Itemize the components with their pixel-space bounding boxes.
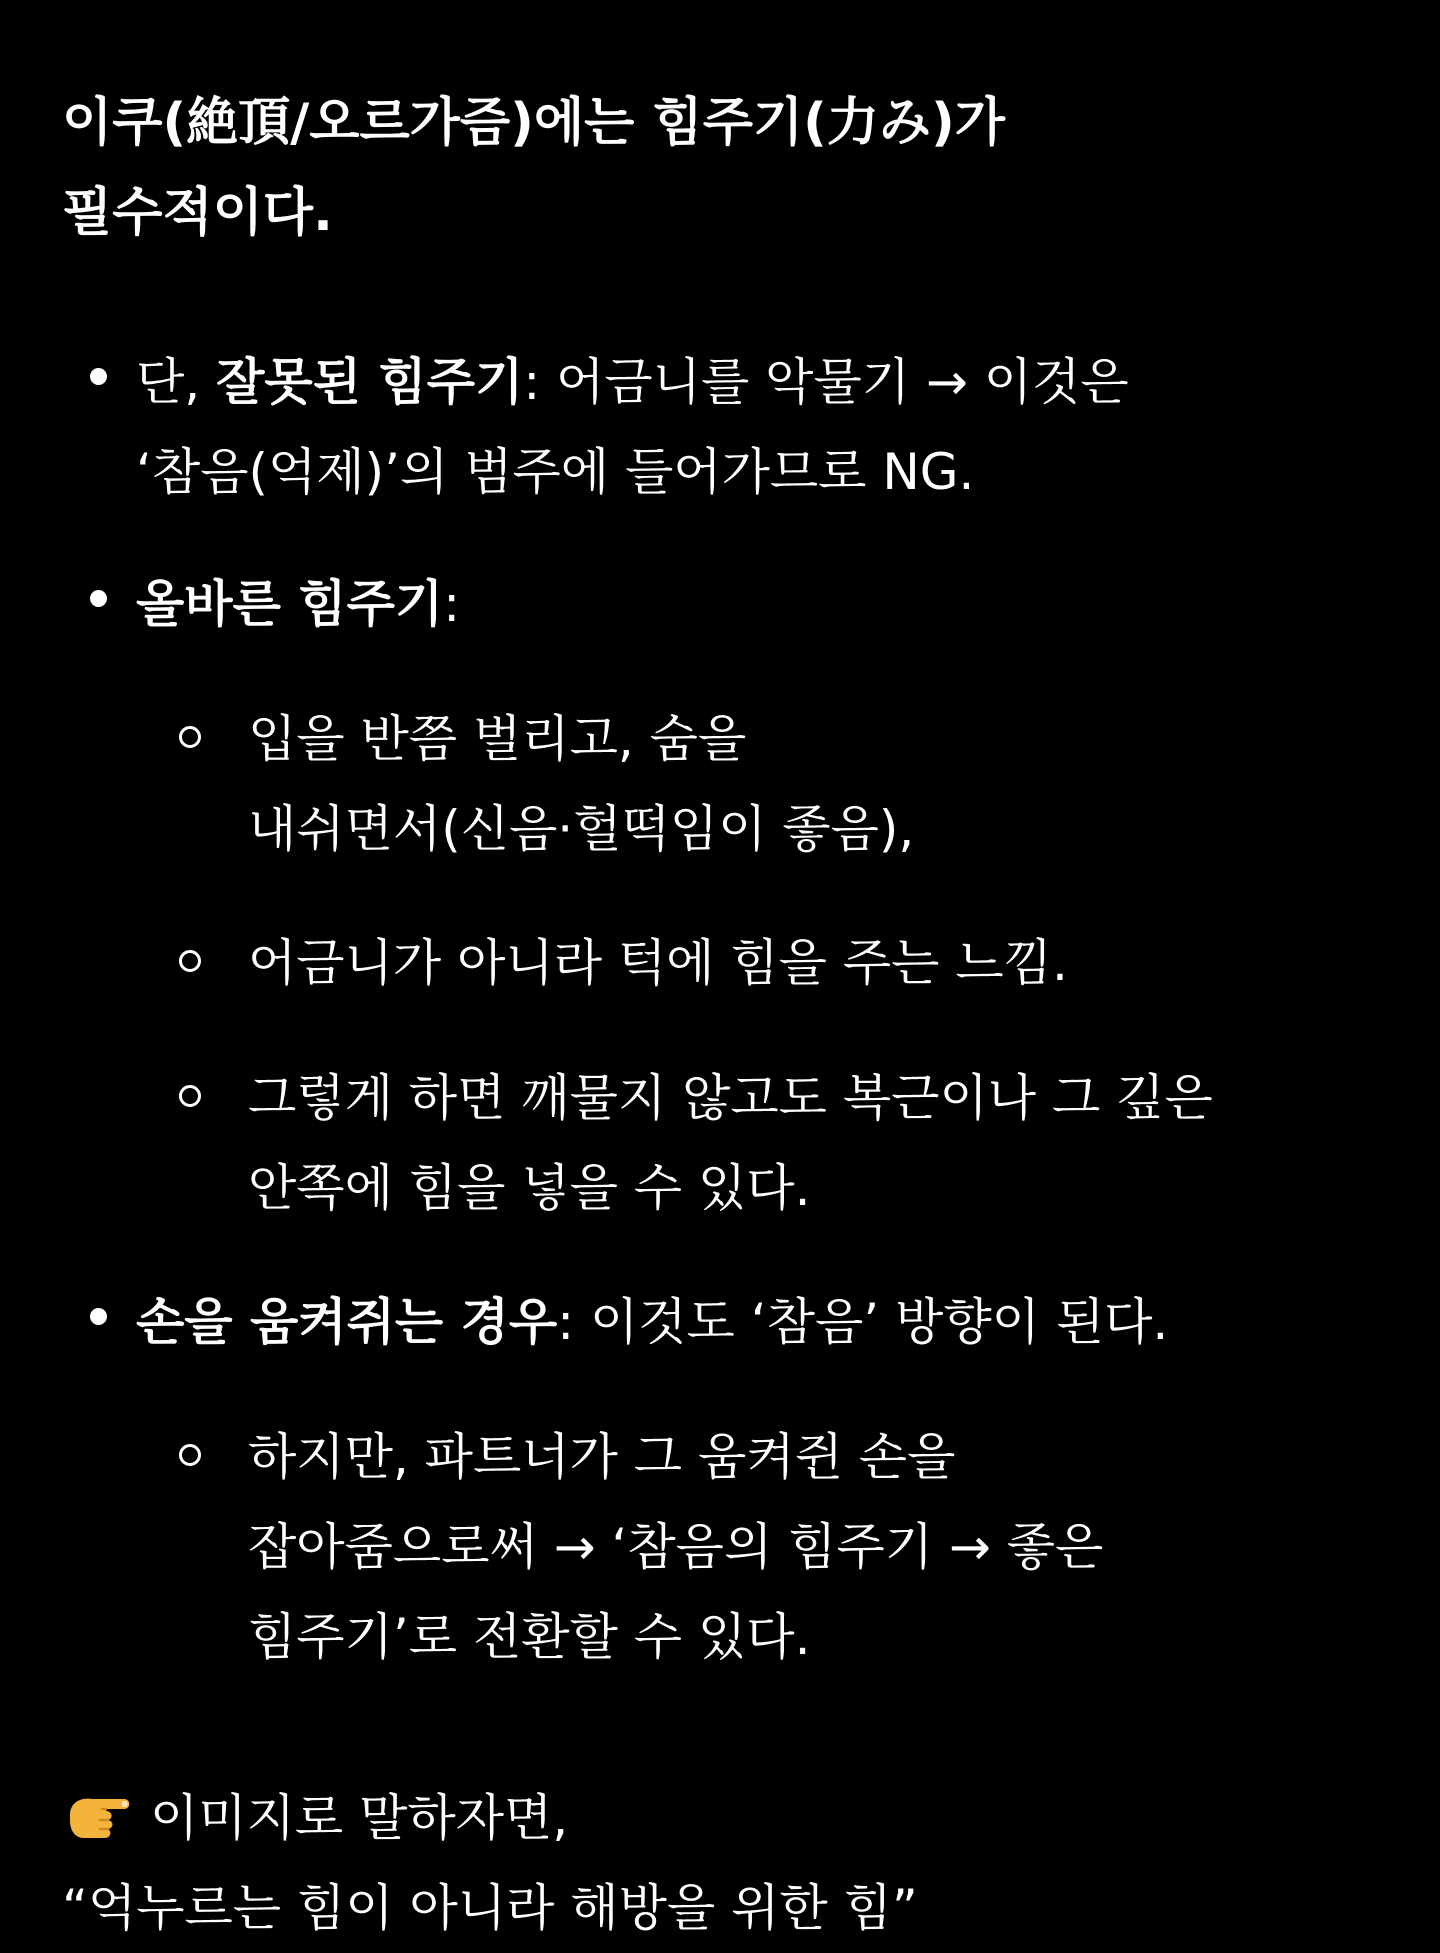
closing-line-1: 이미지로 말하자면, (150, 1789, 569, 1847)
sub-bullet-circle-icon (179, 1085, 201, 1107)
sub-item-line-2: 안쪽에 힘을 넣을 수 있다. (248, 1159, 811, 1217)
sub-item-line-3: 힘주기’로 전환할 수 있다. (248, 1608, 811, 1666)
heading-line-1: 이쿠(絶頂/오르가즘)에는 힘주기(力み)가 (62, 93, 1005, 153)
sub-item-open-mouth (248, 694, 1398, 874)
bullet-prefix: 단, (136, 353, 217, 411)
bullet-dot-icon (90, 1308, 107, 1325)
heading-line-2: 필수적이다. (62, 183, 333, 243)
sub-bullet-circle-icon (179, 950, 201, 972)
sub-item-line-2: 잡아줌으로써 → ‘참음의 힘주기 → 좋은 (248, 1518, 1104, 1576)
sub-item-line-1: 어금니가 아니라 턱에 힘을 주는 느낌. (248, 934, 1068, 992)
sub-item-partner (248, 1412, 1398, 1682)
bullet-bold-label: 올바른 힘주기 (136, 575, 444, 633)
bullet-clenched-hands (136, 1277, 1376, 1367)
bullet-bold-label: 손을 움켜쥐는 경우 (136, 1293, 558, 1351)
closing-summary (62, 1773, 1362, 1953)
sub-bullet-circle-icon (179, 1444, 201, 1466)
sub-item-line-1: 하지만, 파트너가 그 움켜쥔 손을 (248, 1428, 956, 1486)
sub-item-jaw (248, 918, 1398, 1008)
sub-item-line-2: 내쉬면서(신음·헐떡임이 좋음), (248, 800, 915, 858)
bullet-wrong-tension (136, 337, 1376, 517)
sub-bullet-circle-icon (179, 726, 201, 748)
bullet-text: : 이것도 ‘참음’ 방향이 된다. (557, 1293, 1169, 1351)
bullet-text: : (443, 575, 461, 633)
bullet-dot-icon (90, 590, 107, 607)
sub-item-line-1: 입을 반쯤 벌리고, 숨을 (248, 710, 747, 768)
bullet-text: : 어금니를 악물기 → 이것은 (523, 353, 1129, 411)
sub-item-abdominal (248, 1053, 1398, 1233)
bullet-dot-icon (90, 368, 107, 385)
bullet-correct-tension (136, 559, 1376, 649)
bullet-text-line-2: ‘참음(억제)’의 범주에 들어가므로 NG. (136, 443, 975, 501)
pointing-hand-icon (62, 1785, 134, 1845)
bullet-bold-label: 잘못된 힘주기 (216, 353, 524, 411)
message-heading (62, 78, 1362, 258)
closing-line-2: “억누르는 힘이 아니라 해방을 위한 힘” (62, 1879, 918, 1937)
sub-item-line-1: 그렇게 하면 깨물지 않고도 복근이나 그 깊은 (248, 1069, 1213, 1127)
